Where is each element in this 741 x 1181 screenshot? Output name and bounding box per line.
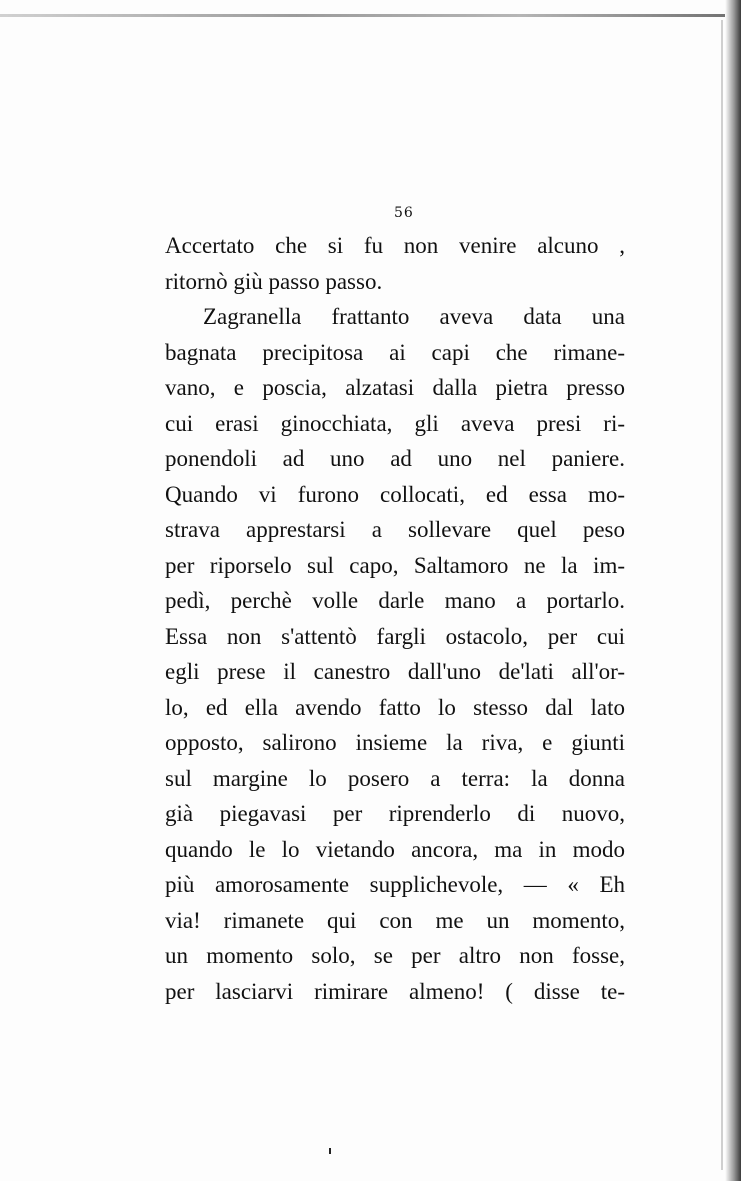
body-text [165,228,625,1009]
text-line: ritornò giù passo passo. [165,268,383,294]
text-line: cui erasi ginocchiata, gli aveva presi ri- [165,410,625,436]
page-top-edge [0,14,741,17]
text-line: per riporselo sul capo, Saltamoro ne la im- [165,552,625,578]
text-line: vano, e poscia, alzatasi dalla pietra presso [165,375,625,400]
text-line: quando le lo vietando ancora, ma in modo [165,836,625,862]
text-line: bagnata precipitosa ai capi che rimane- [165,339,625,365]
text-line: egli prese il canestro dall'uno de'lati all'or- [165,659,625,684]
text-line: già piegavasi per riprenderlo di nuovo, [165,801,625,826]
text-line: un momento solo, se per altro non fosse, [165,943,625,968]
text-line: Quando vi furono collocati, ed essa mo- [165,481,625,507]
page-binding-line [721,20,723,1170]
text-line: pedì, perchè volle darle mano a portarlo. [165,588,625,613]
text-line: più amorosamente supplichevole, — « Eh [165,872,625,897]
text-line: Zagranella frattanto aveva data una [203,304,625,329]
text-line: strava apprestarsi a sollevare quel peso [165,517,625,542]
text-line: via! rimanete qui con me un momento, [165,907,625,933]
text-line: lo, ed ella avendo fatto lo stesso dal lato [165,694,625,720]
text-line: per lasciarvi rimirare almeno! ( disse te- [165,978,625,1004]
page-right-edge [725,0,741,1181]
text-line: sul margine lo posero a terra: la donna [165,765,625,791]
text-line: ponendoli ad uno ad uno nel paniere. [165,446,625,471]
text-line: Accertato che si fu non venire alcuno , [165,233,625,258]
text-line: opposto, salirono insieme la riva, e giunti [165,730,625,755]
text-line: Essa non s'attentò fargli ostacolo, per cui [165,623,625,649]
print-speck [329,1148,331,1154]
page-number: 56 [394,205,414,221]
